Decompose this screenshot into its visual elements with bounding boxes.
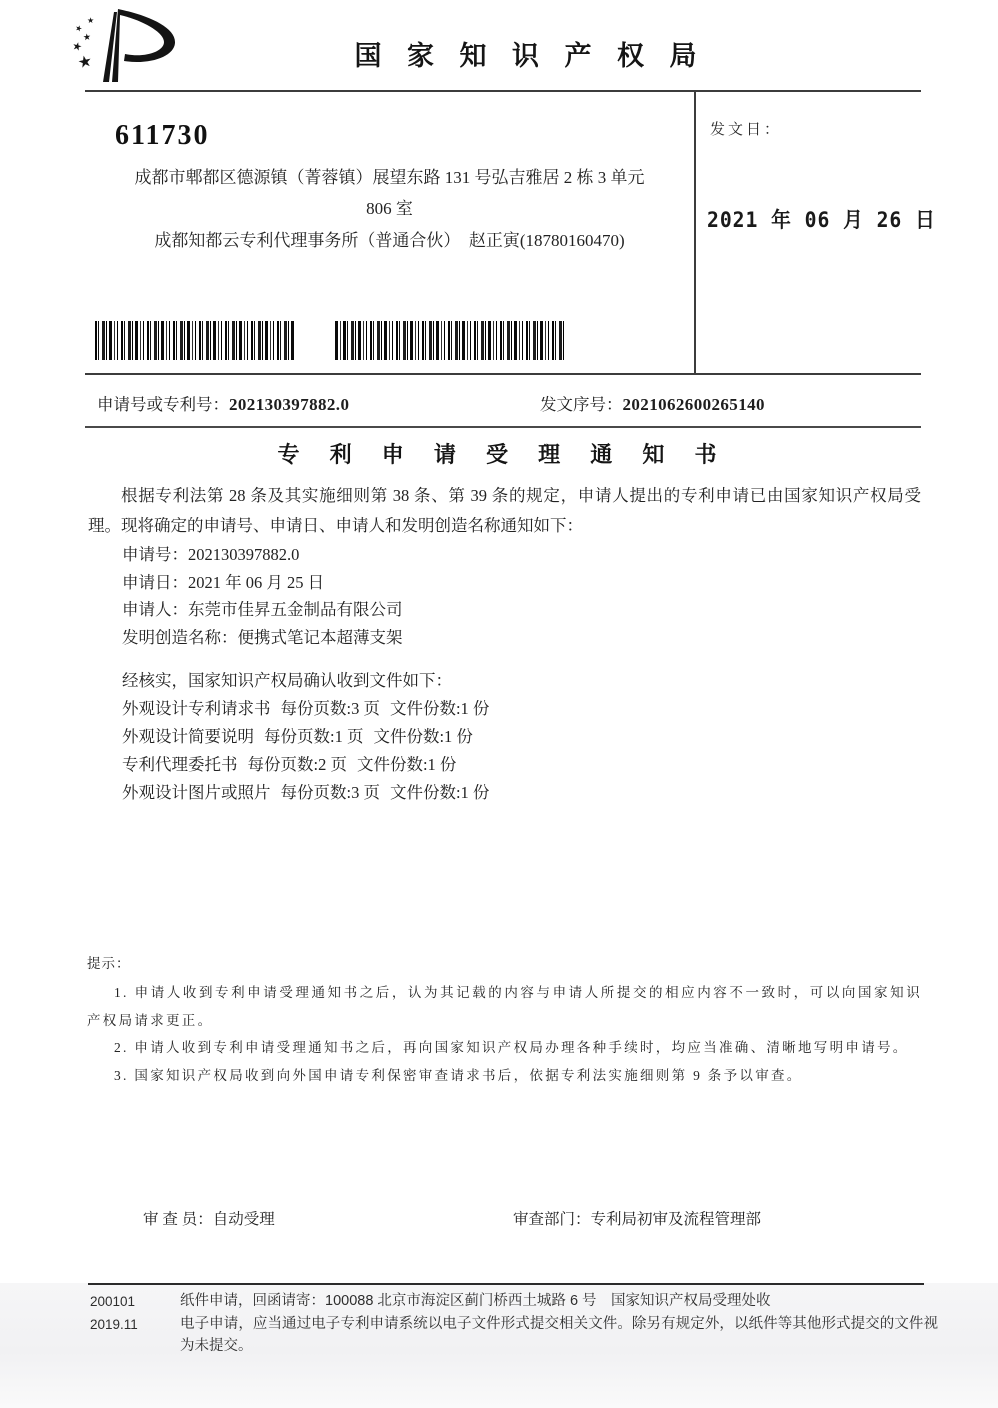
examiner bbox=[143, 1207, 275, 1229]
footer-form-code: 200101 bbox=[90, 1294, 136, 1309]
application-number-value: 202130397882.0 bbox=[229, 395, 350, 414]
serial-number bbox=[540, 391, 765, 415]
examiner-value: 自动受理 bbox=[212, 1211, 275, 1228]
issue-date-label: 发文日： bbox=[710, 122, 783, 138]
field-applicant: 申请人：东莞市佳昇五金制品有限公司 bbox=[122, 600, 403, 619]
star-icon: ★ bbox=[73, 23, 84, 34]
star-icon: ★ bbox=[87, 16, 95, 25]
recipient-address-line1: 成都市郫都区德源镇（菁蓉镇）展望东路 131 号弘吉雅居 2 栋 3 单元 bbox=[134, 168, 645, 187]
tip-item-3: 3. 国家知识产权局收到向外国申请专利保密审查请求书后，依据专利法实施细则第 9 条予以审查。 bbox=[114, 1067, 803, 1083]
application-fields bbox=[122, 541, 403, 651]
document-item: 外观设计简要说明 每份页数:1 页 文件份数:1 份 bbox=[122, 727, 473, 746]
field-invention-name: 发明创造名称：便携式笔记本超薄支架 bbox=[122, 627, 403, 647]
document-item: 外观设计专利请求书 每份页数:3 页 文件份数:1 份 bbox=[122, 699, 490, 718]
agent-line: 成都知都云专利代理事务所（普通合伙） 赵正寅(18780160470) bbox=[154, 231, 625, 250]
application-number-label: 申请号或专利号： bbox=[97, 395, 229, 414]
footer-form-codes bbox=[90, 1291, 138, 1336]
footer-electronic-line: 电子申请，应当通过电子专利申请系统以电子文件形式提交相关文件。除另有规定外，以纸件等其他形式提交的文件视为未提交。 bbox=[180, 1315, 938, 1354]
agency-title: 国 家 知 识 产 权 局 bbox=[354, 41, 706, 71]
notice-title: 专 利 申 请 受 理 通 知 书 bbox=[277, 442, 729, 467]
barcode-serial bbox=[335, 321, 566, 360]
notice-intro: 根据专利法第 28 条及其实施细则第 38 条、第 39 条的规定，申请人提出的专利申请已由国家知识产权局受理。现将确定的申请号、申请日、申请人和发明创造名称通知如下： bbox=[88, 486, 921, 535]
department-label: 审查部门： bbox=[513, 1211, 591, 1228]
footer-paper-line: 纸件申请，回函请寄：100088 北京市海淀区蓟门桥西土城路 6 号 国家知识产权局受理处收 bbox=[180, 1293, 771, 1309]
barcode-application bbox=[95, 321, 295, 360]
footer-form-date: 2019.11 bbox=[90, 1316, 138, 1332]
confirm-intro: 经核实，国家知识产权局确认收到文件如下： bbox=[122, 671, 452, 690]
field-application-no: 申请号：202130397882.0 bbox=[122, 545, 300, 564]
reference-row bbox=[85, 382, 921, 422]
serial-number-value: 2021062600265140 bbox=[622, 395, 765, 414]
serial-number-label: 发文序号： bbox=[540, 395, 623, 414]
department-value: 专利局初审及流程管理部 bbox=[590, 1211, 762, 1228]
received-documents bbox=[122, 667, 489, 807]
tips-section bbox=[87, 952, 922, 1089]
star-icon: ★ bbox=[76, 52, 94, 73]
divider-barcode bbox=[85, 373, 921, 375]
postal-code: 611730 bbox=[115, 120, 210, 151]
star-icon: ★ bbox=[70, 39, 84, 55]
footer-instructions bbox=[180, 1290, 938, 1358]
star-icon: ★ bbox=[82, 31, 92, 43]
field-application-date: 申请日：2021 年 06 月 25 日 bbox=[122, 572, 325, 592]
issue-date-value: 2021 年 06 月 26 日 bbox=[707, 208, 936, 232]
tip-item-2: 2. 申请人收到专利申请受理通知书之后，再向国家知识产权局办理各种手续时，均应当准确、清晰地写明申请号。 bbox=[114, 1040, 909, 1055]
examiner-label: 审 查 员： bbox=[143, 1211, 213, 1228]
mailing-block bbox=[85, 96, 694, 256]
application-number bbox=[97, 391, 349, 415]
document-item: 外观设计图片或照片 每份页数:3 页 文件份数:1 份 bbox=[122, 783, 490, 802]
divider-reference bbox=[85, 426, 921, 428]
recipient-address-line2: 806 室 bbox=[366, 199, 413, 218]
issue-date-box bbox=[694, 91, 936, 373]
signature-row bbox=[85, 1207, 921, 1237]
divider-footer bbox=[88, 1283, 924, 1285]
tips-label: 提示： bbox=[87, 956, 131, 971]
document-item: 专利代理委托书 每份页数:2 页 文件份数:1 份 bbox=[122, 755, 457, 774]
tip-item-1: 1. 申请人收到专利申请受理通知书之后，认为其记载的内容与申请人所提交的相应内容不一致时，可以向国家知识产权局请求更正。 bbox=[87, 985, 922, 1028]
department bbox=[513, 1207, 761, 1229]
